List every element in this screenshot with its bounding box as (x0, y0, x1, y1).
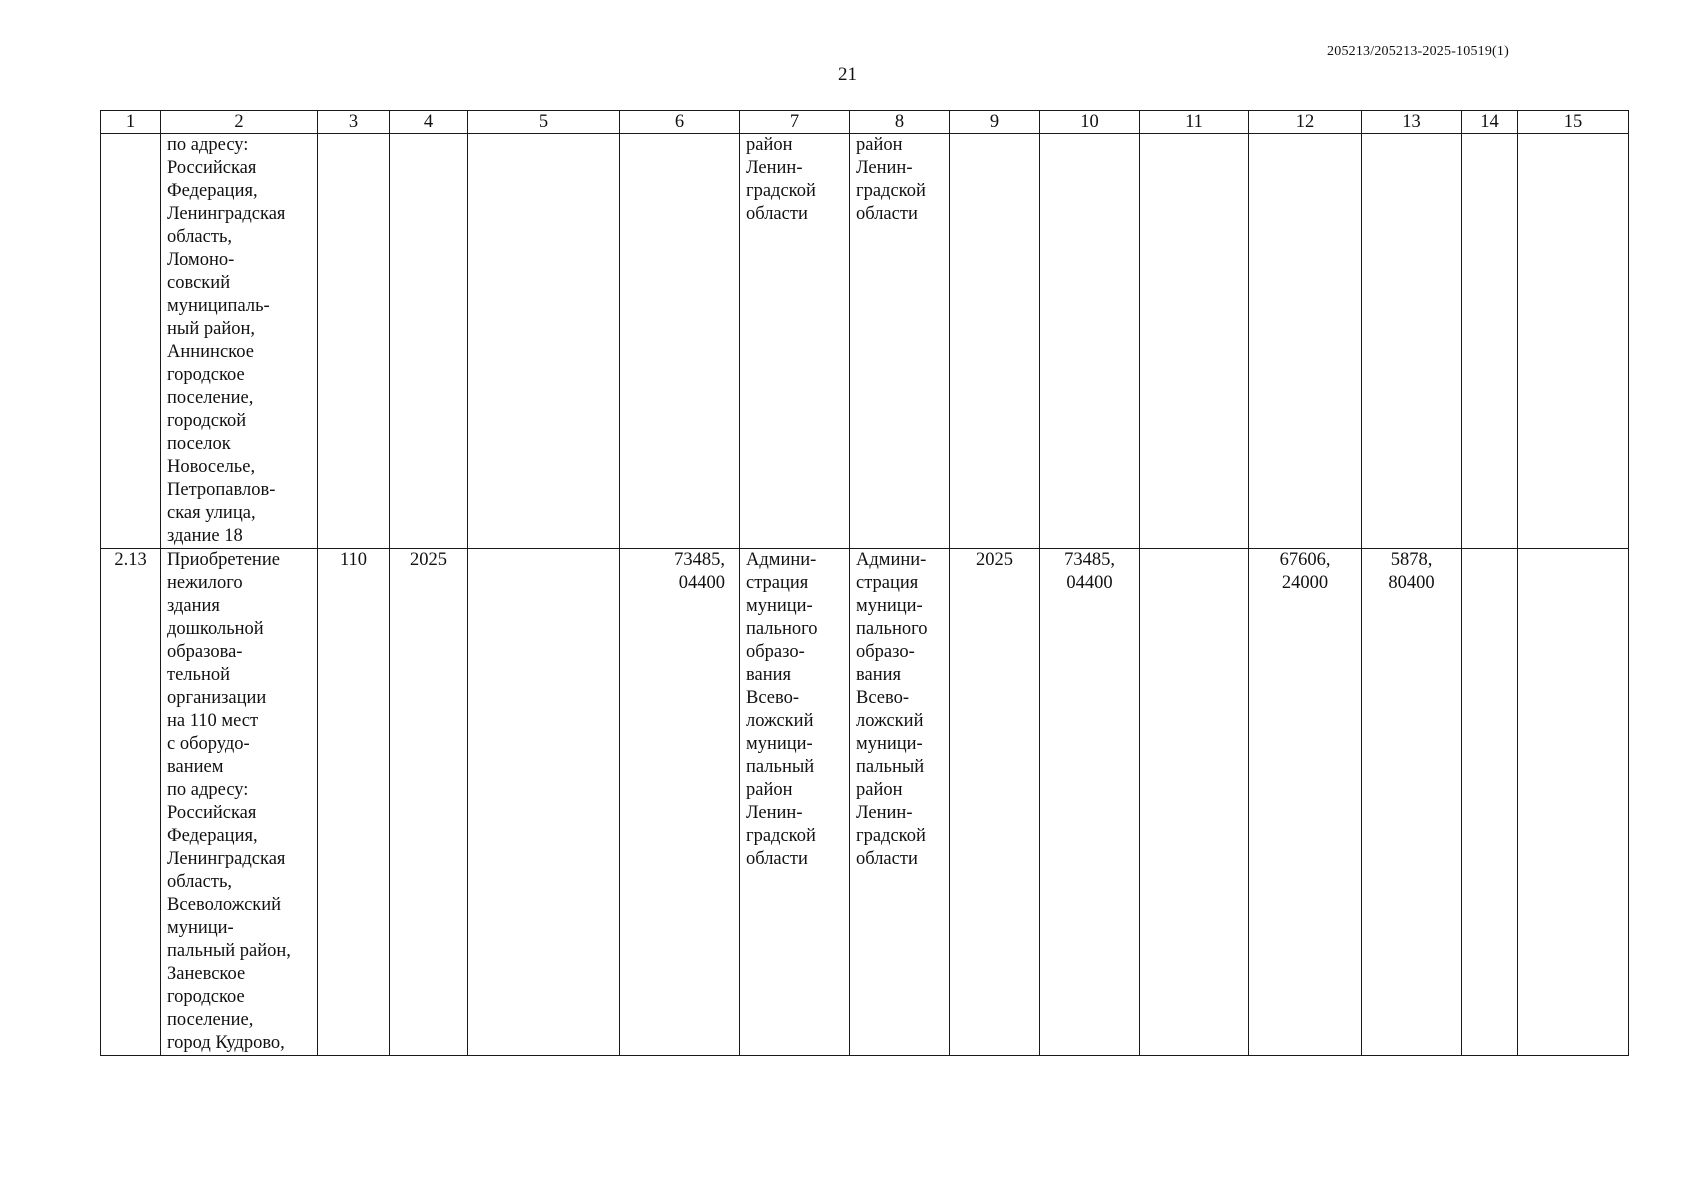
column-header: 13 (1362, 111, 1462, 134)
column-header: 10 (1040, 111, 1140, 134)
column-header: 6 (620, 111, 740, 134)
table-cell (1462, 549, 1518, 1056)
column-header: 9 (950, 111, 1040, 134)
column-header: 15 (1518, 111, 1629, 134)
column-header: 2 (161, 111, 318, 134)
amount-cell (1140, 549, 1249, 1056)
column-header: 4 (390, 111, 468, 134)
amount-cell: 73485, 04400 (620, 549, 740, 1056)
customer-cell: Админи- страция муници- пального образо- вания Всево- ложский муници- пальный район Ленин- градской области (740, 549, 850, 1056)
table-cell (1518, 549, 1629, 1056)
amount-cell (1140, 134, 1249, 549)
document-id: 205213/205213-2025-10519(1) (1327, 44, 1509, 59)
column-header: 5 (468, 111, 620, 134)
table-row-continuation (101, 134, 1629, 549)
capacity-cell (318, 134, 390, 549)
table-cell (1518, 134, 1629, 549)
column-header: 7 (740, 111, 850, 134)
table-row-2-13 (101, 549, 1629, 1056)
column-header: 11 (1140, 111, 1249, 134)
amount-cell (1249, 134, 1362, 549)
amount-cell (1040, 134, 1140, 549)
amount-cell: 73485, 04400 (1040, 549, 1140, 1056)
row-number-cell (101, 134, 161, 549)
object-description-cell: по адресу: Российская Федерация, Ленинградская область, Ломоно- совский муниципаль- ный район, Аннинское городское поселение, городской поселок Новоселье, Петропавлов- ская улица, здание 18 (161, 134, 318, 549)
amount-cell: 5878, 80400 (1362, 549, 1462, 1056)
developer-cell: Админи- страция муници- пального образо- вания Всево- ложский муници- пальный район Ленин- градской области (850, 549, 950, 1056)
data-table (100, 110, 1629, 1056)
object-description-cell: Приобретение нежилого здания дошкольной образова- тельной организации на 110 мест с оборудо- ванием по адресу: Российская Федерация, Ленинградская область, Всеволожский муници- пальный район, Заневское городское поселение, город Кудрово, (161, 549, 318, 1056)
year-cell: 2025 (390, 549, 468, 1056)
table-cell (1462, 134, 1518, 549)
column-number-row (101, 111, 1629, 134)
customer-cell: район Ленин- градской области (740, 134, 850, 549)
column-header: 14 (1462, 111, 1518, 134)
amount-cell (620, 134, 740, 549)
page-number: 21 (838, 64, 857, 85)
year-cell (950, 134, 1040, 549)
column-header: 12 (1249, 111, 1362, 134)
column-header: 3 (318, 111, 390, 134)
amount-cell: 67606, 24000 (1249, 549, 1362, 1056)
capacity-cell: 110 (318, 549, 390, 1056)
developer-cell: район Ленин- градской области (850, 134, 950, 549)
column-header: 1 (101, 111, 161, 134)
table-cell (468, 549, 620, 1056)
table-cell (468, 134, 620, 549)
year-cell: 2025 (950, 549, 1040, 1056)
year-cell (390, 134, 468, 549)
amount-cell (1362, 134, 1462, 549)
column-header: 8 (850, 111, 950, 134)
row-number-cell: 2.13 (101, 549, 161, 1056)
